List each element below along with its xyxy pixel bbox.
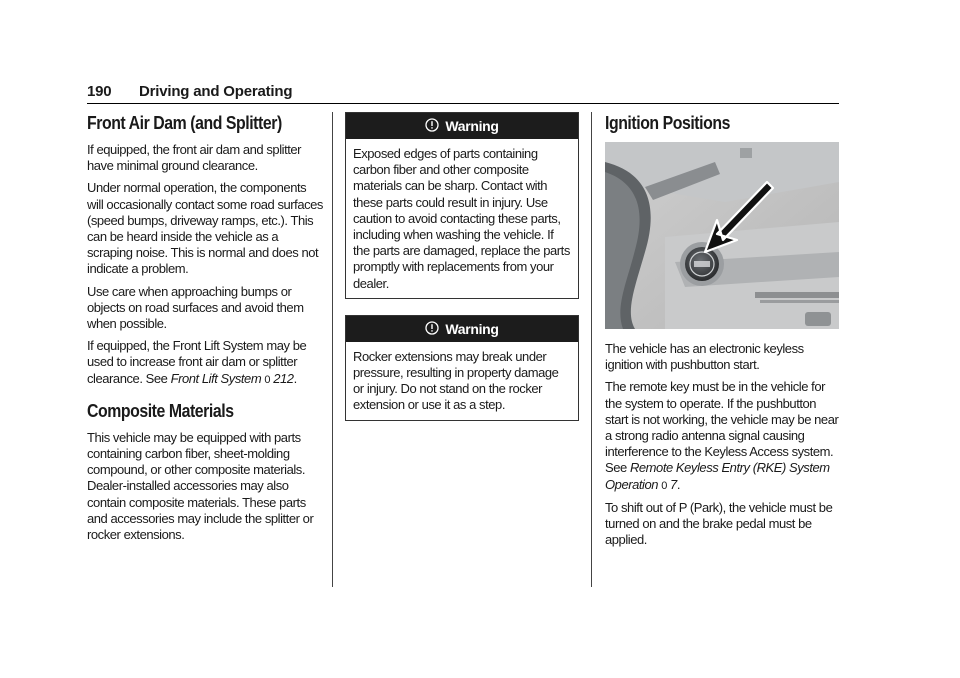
- paragraph-text: If equipped, the Front Lift System may be used to increase front air dam or splitter clearance. See: [87, 338, 307, 386]
- column-divider-2: [591, 112, 592, 587]
- paragraph: Under normal operation, the components will occasionally contact some road surfaces (speed bumps, driveway ramps, etc.). This can be heard inside the vehicle as a scraping noise. This is normal and does not indicate a problem.: [87, 180, 323, 277]
- punctuation: .: [293, 370, 297, 386]
- warning-body: [346, 139, 578, 298]
- column-3: [605, 112, 839, 554]
- warning-title: Warning: [445, 320, 499, 337]
- heading-front-air-dam: Front Air Dam (and Splitter): [87, 113, 282, 133]
- paragraph-front-lift: [87, 338, 323, 388]
- punctuation: .: [676, 476, 681, 492]
- page-ref-arrow-icon: 0: [264, 373, 271, 386]
- paragraph: Use care when approaching bumps or objects on road surfaces and avoid them when possible.: [87, 283, 304, 332]
- paragraph: This vehicle may be equipped with parts containing carbon fiber, sheet-molding compound, or other composite materials. Dealer-installed accessories may also contain composite materials. These parts and accessories may include the splitter or rocker extensions.: [87, 429, 314, 543]
- warning-body: [346, 342, 578, 420]
- heading-ignition-positions: Ignition Positions: [605, 113, 730, 133]
- heading-composite-materials: Composite Materials: [87, 400, 234, 421]
- page-header: [87, 83, 839, 104]
- page-ref-number[interactable]: 212: [270, 370, 294, 386]
- warning-title: Warning: [445, 118, 499, 134]
- warning-box: [345, 315, 579, 421]
- warning-header: [346, 316, 578, 342]
- page-ref-number[interactable]: 7: [666, 476, 677, 492]
- warning-icon: [425, 321, 439, 335]
- warning-box: [345, 112, 579, 299]
- page-ref-arrow-icon: 0: [661, 479, 667, 492]
- paragraph-keyless: [605, 379, 839, 493]
- warning-icon: [425, 118, 439, 132]
- warning-text: Rocker extensions may break under pressure, resulting in property damage or injury. Do not stand on the rocker extension or use it as a step.: [353, 348, 559, 413]
- cross-reference-link[interactable]: Remote Keyless Entry (RKE) System Operation: [605, 460, 830, 492]
- column-divider-1: [332, 112, 333, 587]
- paragraph: To shift out of P (Park), the vehicle must be turned on and the brake pedal must be applied.: [605, 499, 833, 548]
- cross-reference-link[interactable]: Front Lift System: [170, 370, 262, 386]
- section-title: Driving and Operating: [139, 83, 293, 100]
- column-2: [345, 112, 579, 437]
- ignition-button-photo: [605, 142, 839, 329]
- paragraph-text: The remote key must be in the vehicle for the system to operate. If the pushbutton start is not working, the vehicle may be near a strong radio antenna signal causing interference to the Keyless Access system. See: [605, 379, 839, 476]
- column-1: [87, 112, 323, 549]
- paragraph: If equipped, the front air dam and splitter have minimal ground clearance.: [87, 142, 302, 174]
- page-number: 190: [87, 83, 112, 100]
- warning-header: [346, 113, 578, 139]
- paragraph: The vehicle has an electronic keyless ignition with pushbutton start.: [605, 341, 804, 373]
- warning-text: Exposed edges of parts containing carbon fiber and other composite materials can be sharp. Contact with these parts could result in injury. Use caution to avoid contacting these parts, including when washing the vehicle. If the parts are damaged, replace the parts promptly with replacements from your dealer.: [353, 146, 570, 291]
